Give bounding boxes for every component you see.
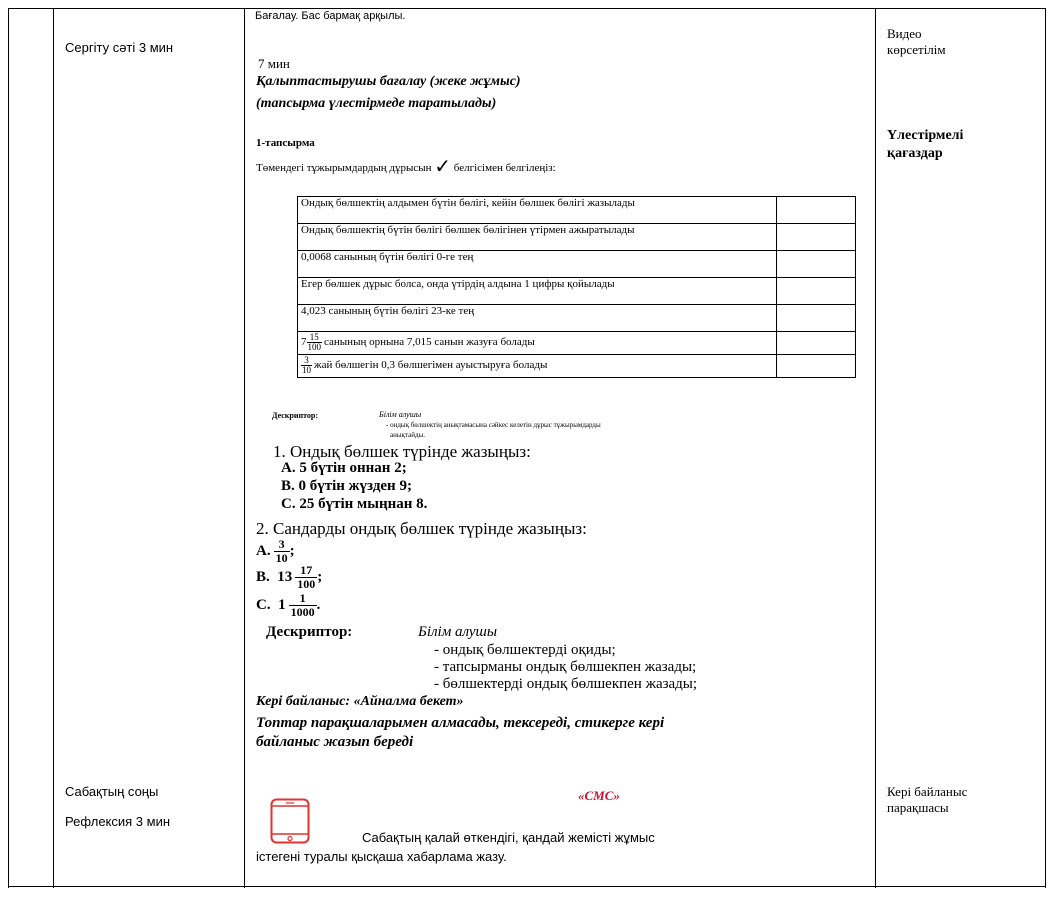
question-2-item-c — [256, 592, 320, 619]
check-cell[interactable] — [777, 197, 856, 224]
handouts-label-2: қағаздар — [887, 146, 943, 161]
section-subheading: (тапсырма үлестірмеде таратылады) — [256, 96, 497, 111]
descriptor-subject: Білім алушы — [418, 624, 498, 640]
mixed-number-whole: 13 — [277, 568, 293, 585]
fraction — [301, 356, 312, 375]
descriptor-line-1: - ондық бөлшектерді оқиды; — [434, 642, 616, 658]
descriptor-line-2: - тапсырманы ондық бөлшекпен жазады; — [434, 659, 697, 675]
fraction-numerator: 15 — [307, 333, 323, 343]
sms-text-1: Сабақтың қалай өткендігі, қандай жемісті жұмыс — [362, 830, 655, 845]
sms-text-2: істегені туралы қысқаша хабарлама жазу. — [256, 849, 507, 864]
mixed-number-whole: 7 — [301, 336, 307, 349]
fraction-denominator: 10 — [302, 365, 311, 375]
assessment-note: Бағалау. Бас бармақ арқылы. — [255, 10, 406, 22]
descriptor-small-subject: Білім алушы — [379, 410, 422, 419]
table-row — [298, 332, 856, 355]
table-row — [298, 305, 856, 332]
feedback-title: Кері байланыс: «Айналма бекет» — [256, 694, 464, 709]
check-cell[interactable] — [777, 305, 856, 332]
descriptor-small-label: Дескриптор: — [272, 411, 319, 420]
feedback-desc-1: Топтар парақшаларымен алмасады, тексереді, стикерге кері — [256, 715, 665, 731]
feedback-sheet-label-1: Кері байланыс — [887, 784, 968, 799]
question-1-item-b: B. 0 бүтін жүзден 9; — [281, 478, 412, 494]
video-label-1: Видео — [887, 26, 922, 41]
fraction-denominator: 10 — [275, 551, 288, 565]
table-border-bottom — [8, 886, 1046, 887]
lesson-end-label: Сабақтың соңы — [65, 784, 159, 799]
statement-cell: 4,023 санының бүтін бөлігі 23-ке тең — [298, 305, 777, 332]
fraction-denominator: 100 — [297, 577, 316, 591]
feedback-sheet-label-2: парақшасы — [887, 800, 949, 815]
section-heading: Қалыптастырушы бағалау (жеке жұмыс) — [256, 74, 521, 89]
table-row — [298, 224, 856, 251]
check-cell[interactable] — [777, 332, 856, 355]
check-cell[interactable] — [777, 355, 856, 378]
item-end: ; — [289, 542, 295, 559]
statement-cell: Ондық бөлшектің алдымен бүтін бөлігі, кейін бөлшек бөлігі жазылады — [298, 197, 777, 224]
check-cell[interactable] — [777, 224, 856, 251]
table-row — [298, 355, 856, 378]
fraction-denominator: 1000 — [290, 605, 315, 619]
statements-table — [297, 196, 856, 378]
reflection-label: Рефлексия 3 мин — [65, 814, 171, 829]
item-end: ; — [317, 568, 323, 585]
video-label-2: көрсетілім — [887, 42, 946, 57]
table-border-col1 — [53, 8, 54, 888]
item-label: A. — [256, 542, 271, 559]
item-label: B. — [256, 568, 270, 585]
table-border-right — [1045, 8, 1046, 888]
table-row — [298, 197, 856, 224]
statement-cell: Егер бөлшек дұрыс болса, онда үтірдің алдына 1 цифры қойылады — [298, 278, 777, 305]
fraction-denominator: 100 — [307, 342, 321, 352]
statement-text: санының орнына 7,015 санын жазуға болады — [324, 336, 535, 349]
table-border-col3 — [875, 8, 876, 888]
mixed-number-whole: 1 — [278, 596, 286, 613]
refresher-label: Сергіту сәті 3 мин — [65, 40, 174, 55]
fraction-numerator: 3 — [301, 356, 312, 366]
descriptor-line-3: - бөлшектерді ондық бөлшекпен жазады; — [434, 676, 698, 692]
item-end: . — [316, 596, 321, 613]
feedback-desc-2: байланыс жазып береді — [256, 734, 414, 750]
task-instruction-end: белгісімен белгілеңіз: — [453, 162, 556, 174]
fraction-numerator: 1 — [289, 592, 317, 606]
phone-icon — [270, 798, 310, 844]
table-border-left — [8, 8, 9, 888]
fraction-numerator: 3 — [274, 538, 290, 552]
fraction — [307, 333, 323, 352]
task-instruction — [256, 154, 556, 178]
question-2-item-a — [256, 538, 295, 565]
task-title: 1-тапсырма — [256, 137, 315, 149]
item-label: C. — [256, 596, 271, 613]
statement-cell: 0,0068 санының бүтін бөлігі 0-ге тең — [298, 251, 777, 278]
table-row — [298, 278, 856, 305]
sms-title: «СМС» — [578, 788, 620, 803]
descriptor-label: Дескриптор: — [266, 624, 353, 640]
descriptor-small-line2: анықтайды. — [390, 431, 425, 439]
task-instruction-text: Төмендегі тұжырымдардың дұрысын — [256, 162, 432, 174]
statement-cell: Ондық бөлшектің бүтін бөлігі бөлшек бөлігінен үтірмен ажыратылады — [298, 224, 777, 251]
statement-cell — [298, 332, 777, 355]
fraction — [289, 592, 317, 619]
question-1-title: 1. Ондық бөлшек түрінде жазыңыз: — [273, 442, 531, 461]
table-border-col2 — [244, 8, 245, 888]
time-label: 7 мин — [258, 56, 290, 71]
statement-cell — [298, 355, 777, 378]
statement-text: жай бөлшегін 0,3 бөлшегімен ауыстыруға болады — [314, 359, 548, 372]
table-row — [298, 251, 856, 278]
descriptor-small-line1: - ондық бөлшектің анықтамасына сәйкес келетін дұрыс тұжырымдарды — [386, 421, 601, 429]
fraction-numerator: 17 — [295, 564, 317, 578]
question-1-item-c: C. 25 бүтін мыңнан 8. — [281, 496, 428, 512]
handouts-label-1: Үлестірмелі — [887, 128, 964, 143]
fraction — [295, 564, 317, 591]
check-cell[interactable] — [777, 251, 856, 278]
question-2-item-b — [256, 564, 322, 591]
checkmark-icon: ✓ — [434, 154, 452, 178]
check-cell[interactable] — [777, 278, 856, 305]
fraction — [274, 538, 290, 565]
table-border-top — [8, 8, 1046, 9]
question-1-item-a: A. 5 бүтін оннан 2; — [281, 460, 407, 476]
question-2-title: 2. Сандарды ондық бөлшек түрінде жазыңыз: — [256, 519, 587, 538]
